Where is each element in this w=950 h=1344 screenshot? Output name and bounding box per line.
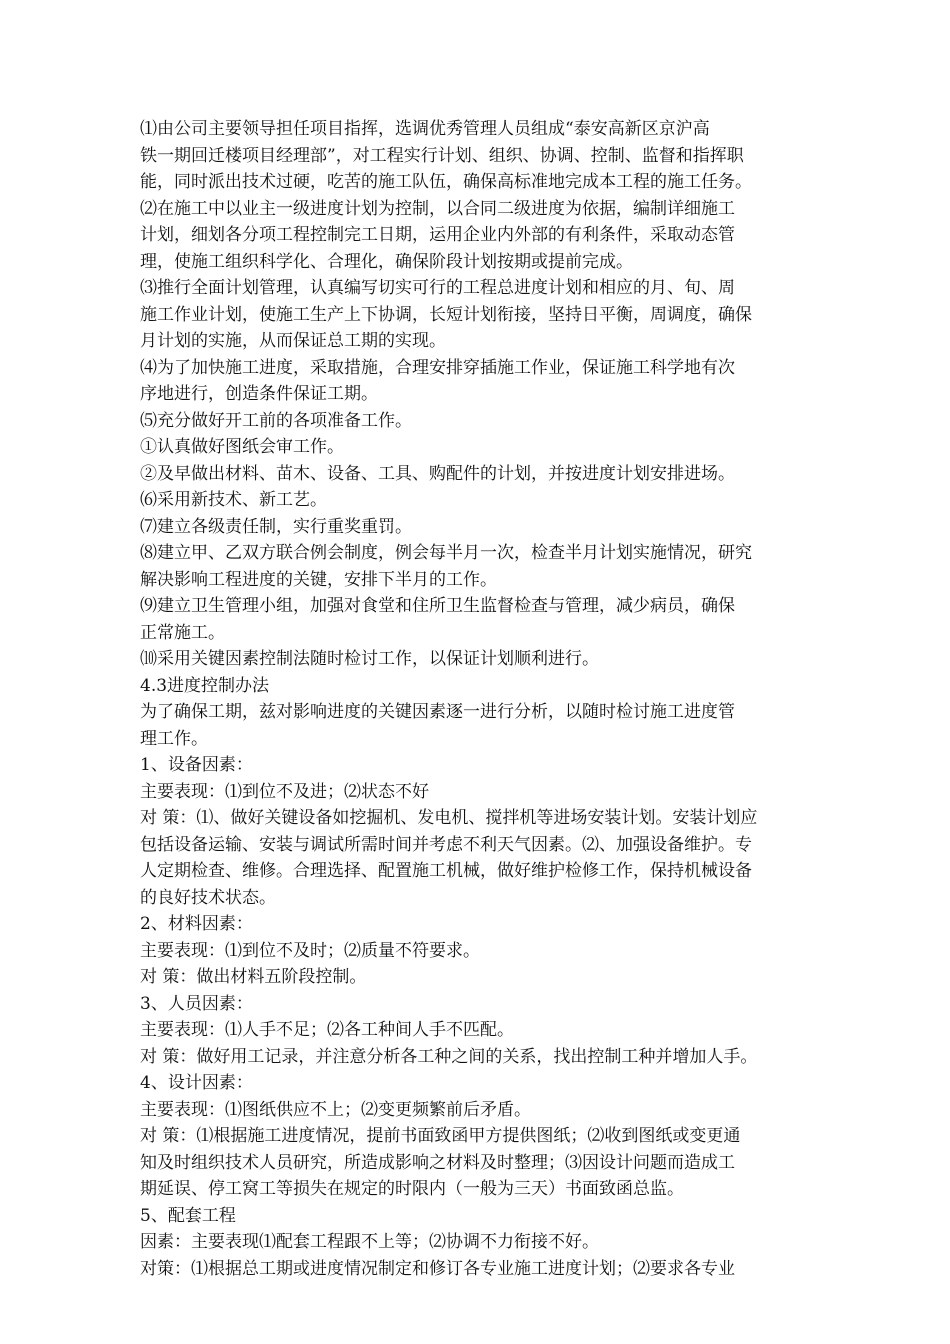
document-text-line: 理工作。 (140, 728, 208, 749)
document-text-line: 的良好技术状态。 (140, 887, 276, 908)
document-text-line: ⑸充分做好开工前的各项准备工作。 (140, 410, 412, 431)
document-text-line: ⑺建立各级责任制，实行重奖重罚。 (140, 516, 412, 537)
document-text-line: 期延误、停工窝工等损失在规定的时限内（一般为三天）书面致函总监。 (140, 1179, 684, 1199)
document-text-line: 主要表现：⑴图纸供应不上；⑵变更频繁前后矛盾。 (140, 1099, 531, 1120)
document-text-line: 对 策：做好用工记录，并注意分析各工种之间的关系，找出控制工种并增加人手。 (140, 1046, 758, 1067)
document-text-line: 4.3进度控制办法 (140, 675, 270, 696)
document-text-line: 1、设备因素： (140, 755, 253, 775)
document-text-line: 对 策：⑴根据施工进度情况，提前书面致函甲方提供图纸；⑵收到图纸或变更通 (140, 1126, 741, 1146)
document-text-line: 主要表现：⑴到位不及进；⑵状态不好 (140, 781, 429, 802)
document-text-line: ⑻建立甲、乙双方联合例会制度，例会每半月一次，检查半月计划实施情况，研究 (140, 543, 752, 563)
document-text-line: ⑷为了加快施工进度，采取措施，合理安排穿插施工作业，保证施工科学地有次 (140, 357, 735, 378)
document-text-line: 知及时组织技术人员研究，所造成影响之材料及时整理；⑶因设计问题而造成工 (140, 1152, 735, 1173)
document-text-line: ⑶推行全面计划管理，认真编写切实可行的工程总进度计划和相应的月、旬、周 (140, 278, 735, 298)
document-text-line: 4、设计因素： (140, 1073, 253, 1093)
document-text-line: 为了确保工期，兹对影响进度的关键因素逐一进行分析，以随时检讨施工进度管 (140, 702, 735, 722)
document-text-line: 因素：主要表现⑴配套工程跟不上等；⑵协调不力衔接不好。 (140, 1232, 599, 1252)
document-text-line: 理，使施工组织科学化、合理化，确保阶段计划按期或提前完成。 (140, 251, 633, 272)
document-text-line: 序地进行，创造条件保证工期。 (140, 384, 378, 404)
document-text-line: 铁一期回迁楼项目经理部”，对工程实行计划、组织、协调、控制、监督和指挥职 (140, 145, 744, 166)
document-text-line: 3、人员因素： (140, 993, 253, 1014)
document-text-line: ②及早做出材料、苗木、设备、工具、购配件的计划，并按进度计划安排进场。 (140, 463, 735, 484)
document-text-line: 月计划的实施，从而保证总工期的实现。 (140, 331, 446, 351)
document-body (140, 116, 820, 1282)
document-text-line: 人定期检查、维修。合理选择、配置施工机械，做好维护检修工作，保持机械设备 (140, 861, 752, 881)
document-text-line: 解决影响工程进度的关键，安排下半月的工作。 (140, 569, 497, 590)
document-text-line: 能，同时派出技术过硬，吃苦的施工队伍，确保高标准地完成本工程的施工任务。 (140, 172, 752, 192)
document-text-line: 5、配套工程 (140, 1205, 236, 1226)
document-text-line: 计划，细划各分项工程控制完工日期，运用企业内外部的有利条件，采取动态管 (140, 225, 735, 245)
document-text-line: ⑼建立卫生管理小组，加强对食堂和住所卫生监督检查与管理，减少病员，确保 (140, 596, 735, 616)
document-text-line: 包括设备运输、安装与调试所需时间并考虑不利天气因素。⑵、加强设备维护。专 (140, 834, 752, 855)
document-text-line: 主要表现：⑴到位不及时；⑵质量不符要求。 (140, 940, 480, 961)
document-text-line: 对策：⑴根据总工期或进度情况制定和修订各专业施工进度计划；⑵要求各专业 (140, 1258, 735, 1279)
document-text-line: ①认真做好图纸会审工作。 (140, 437, 344, 457)
document-text-line: 2、材料因素： (140, 914, 253, 934)
document-text-line: 主要表现：⑴人手不足；⑵各工种间人手不匹配。 (140, 1020, 514, 1040)
document-text-line: ⑽采用关键因素控制法随时检讨工作，以保证计划顺利进行。 (140, 649, 599, 669)
document-text-line: ⑴由公司主要领导担任项目指挥，选调优秀管理人员组成“泰安高新区京沪高 (140, 119, 710, 139)
document-text-line: 施工作业计划，使施工生产上下协调，长短计划衔接，坚持日平衡，周调度，确保 (140, 304, 752, 325)
document-text-line: 正常施工。 (140, 622, 225, 643)
document-text-line: ⑵在施工中以业主一级进度计划为控制，以合同二级进度为依据，编制详细施工 (140, 198, 735, 219)
document-text-line: 对 策：⑴、做好关键设备如挖掘机、发电机、搅拌机等进场安装计划。安装计划应 (140, 808, 758, 828)
document-text-line: 对 策：做出材料五阶段控制。 (140, 967, 367, 987)
document-text-line: ⑹采用新技术、新工艺。 (140, 490, 327, 510)
